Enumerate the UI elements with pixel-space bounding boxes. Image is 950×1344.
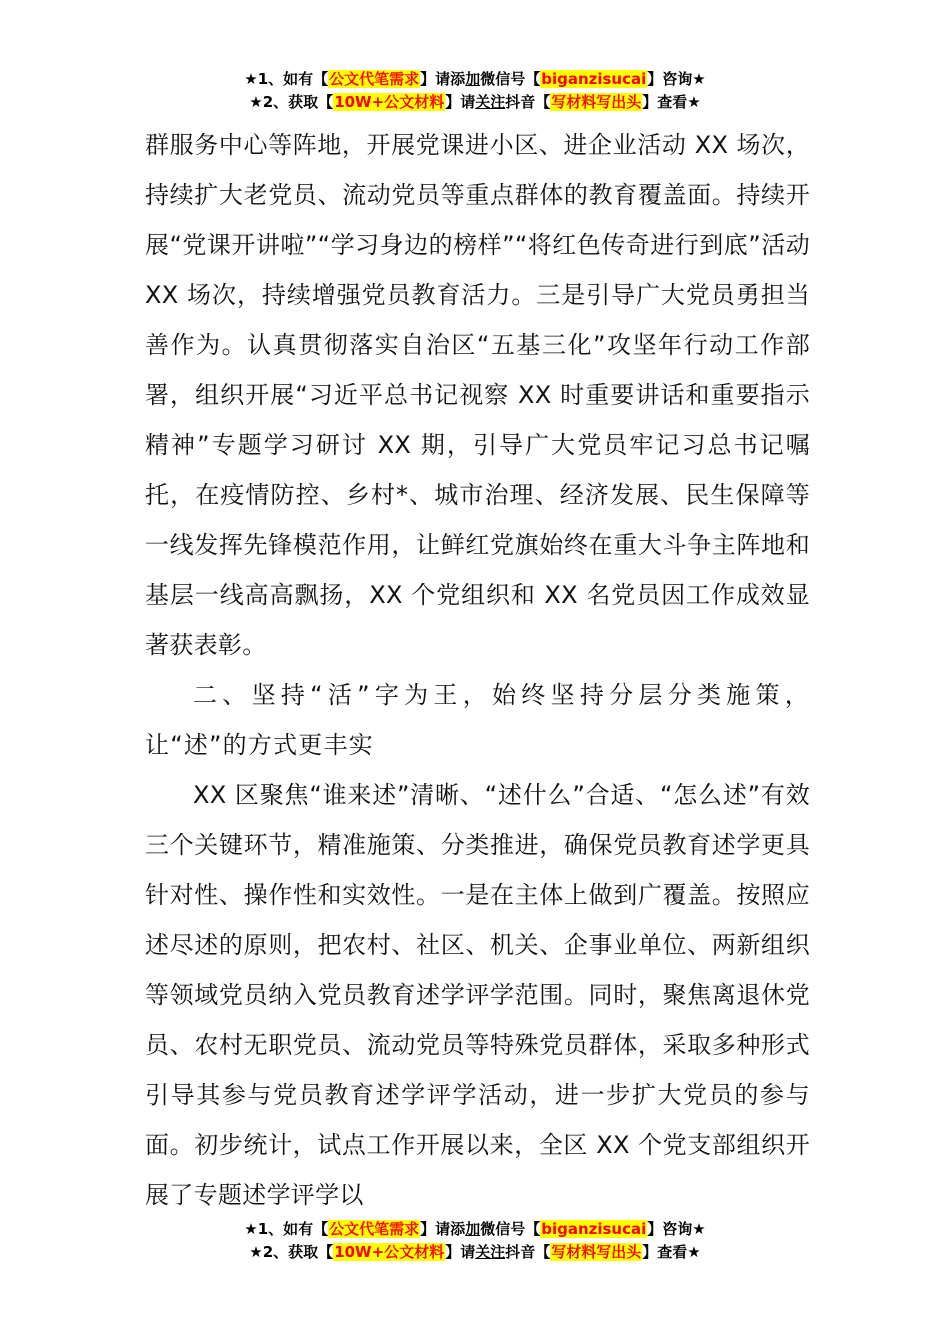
banner-highlight-materials: 10W+公文材料 <box>334 1243 445 1261</box>
banner-text: 】请添 <box>420 70 466 88</box>
banner-text-underlined: 关注 <box>475 1243 506 1261</box>
banner-text: 】查看★ <box>642 1243 701 1261</box>
paragraph: XX 区聚焦“谁来述”清晰、“述什么”合适、“怎么述”有效三个关键环节，精准施策、分类推进，确保党员教育述学更具针对性、操作性和实效性。一是在主体上做到广覆盖。按照应述尽述的原则，把农村、社区、机关、企事业单位、两新组织等领域党员纳入党员教育述学评学范围。同时，聚焦离退休党员、农村无职党员、流动党员等特殊党员群体，采取多种形式引导其参与党员教育述学评学活动，进一步扩大党员的参与面。初步统计，试点工作开展以来，全区 XX 个党支部组织开展了专题述学评学以 <box>145 781 810 1209</box>
banner-line-1 <box>0 1218 950 1241</box>
header-banner <box>0 68 950 114</box>
banner-text: ★2、获取【 <box>249 93 334 111</box>
document-body <box>145 120 810 1220</box>
section-heading: 二、坚持“活”字为王，始终坚持分层分类施策，让“述”的方式更丰实 <box>145 681 810 759</box>
banner-text: 】请添 <box>420 1220 466 1238</box>
banner-highlight-materials: 10W+公文材料 <box>334 93 445 111</box>
banner-highlight-douyin: 写材料写出头 <box>551 93 642 111</box>
banner-highlight-wechat-id: biganzisucai <box>541 70 647 88</box>
banner-text: ★2、获取【 <box>249 1243 334 1261</box>
banner-highlight-service: 公文代笔需求 <box>329 1220 420 1238</box>
banner-line-2 <box>0 91 950 114</box>
paragraph-continued: 群服务中心等阵地，开展党课进小区、进企业活动 XX 场次，持续扩大老党员、流动党员等重点群体的教育覆盖面。持续开展“党课开讲啦”“学习身边的榜样”“将红色传奇进行到底”活动 XX 场次，持续增强党员教育活力。三是引导广大党员勇担当善作为。认真贯彻落实自治区“五基三化”攻坚年行动工作部署，组织开展“习近平总书记视察 XX 时重要讲话和重要指示精神”专题学习研讨 XX 期，引导广大党员牢记习总书记嘱托，在疫情防控、乡村*、城市治理、经济发展、民生保障等一线发挥先锋模范作用，让鲜红党旗始终在重大斗争主阵地和基层一线高高飘扬，XX 个党组织和 XX 名党员因工作成效显著获表彰。 <box>145 131 810 659</box>
banner-text: 微信号【 <box>480 70 541 88</box>
banner-highlight-douyin: 写材料写出头 <box>551 1243 642 1261</box>
banner-highlight-wechat-id: biganzisucai <box>541 1220 647 1238</box>
banner-highlight-service: 公文代笔需求 <box>329 70 420 88</box>
banner-text: 】咨询★ <box>647 1220 706 1238</box>
footer-banner <box>0 1218 950 1264</box>
banner-text-underlined: 加 <box>465 1220 481 1238</box>
banner-text: ★1、如有【 <box>244 70 329 88</box>
banner-text: ★1、如有【 <box>244 1220 329 1238</box>
banner-line-1 <box>0 68 950 91</box>
banner-text-underlined: 关注 <box>475 93 506 111</box>
banner-text: 】请 <box>445 93 476 111</box>
banner-text: 】咨询★ <box>647 70 706 88</box>
banner-text-underlined: 加 <box>465 70 481 88</box>
banner-text: 】请 <box>445 1243 476 1261</box>
banner-text: 】查看★ <box>642 93 701 111</box>
banner-line-2 <box>0 1241 950 1264</box>
banner-text: 微信号【 <box>480 1220 541 1238</box>
banner-text: 抖音【 <box>505 1243 551 1261</box>
banner-text: 抖音【 <box>505 93 551 111</box>
